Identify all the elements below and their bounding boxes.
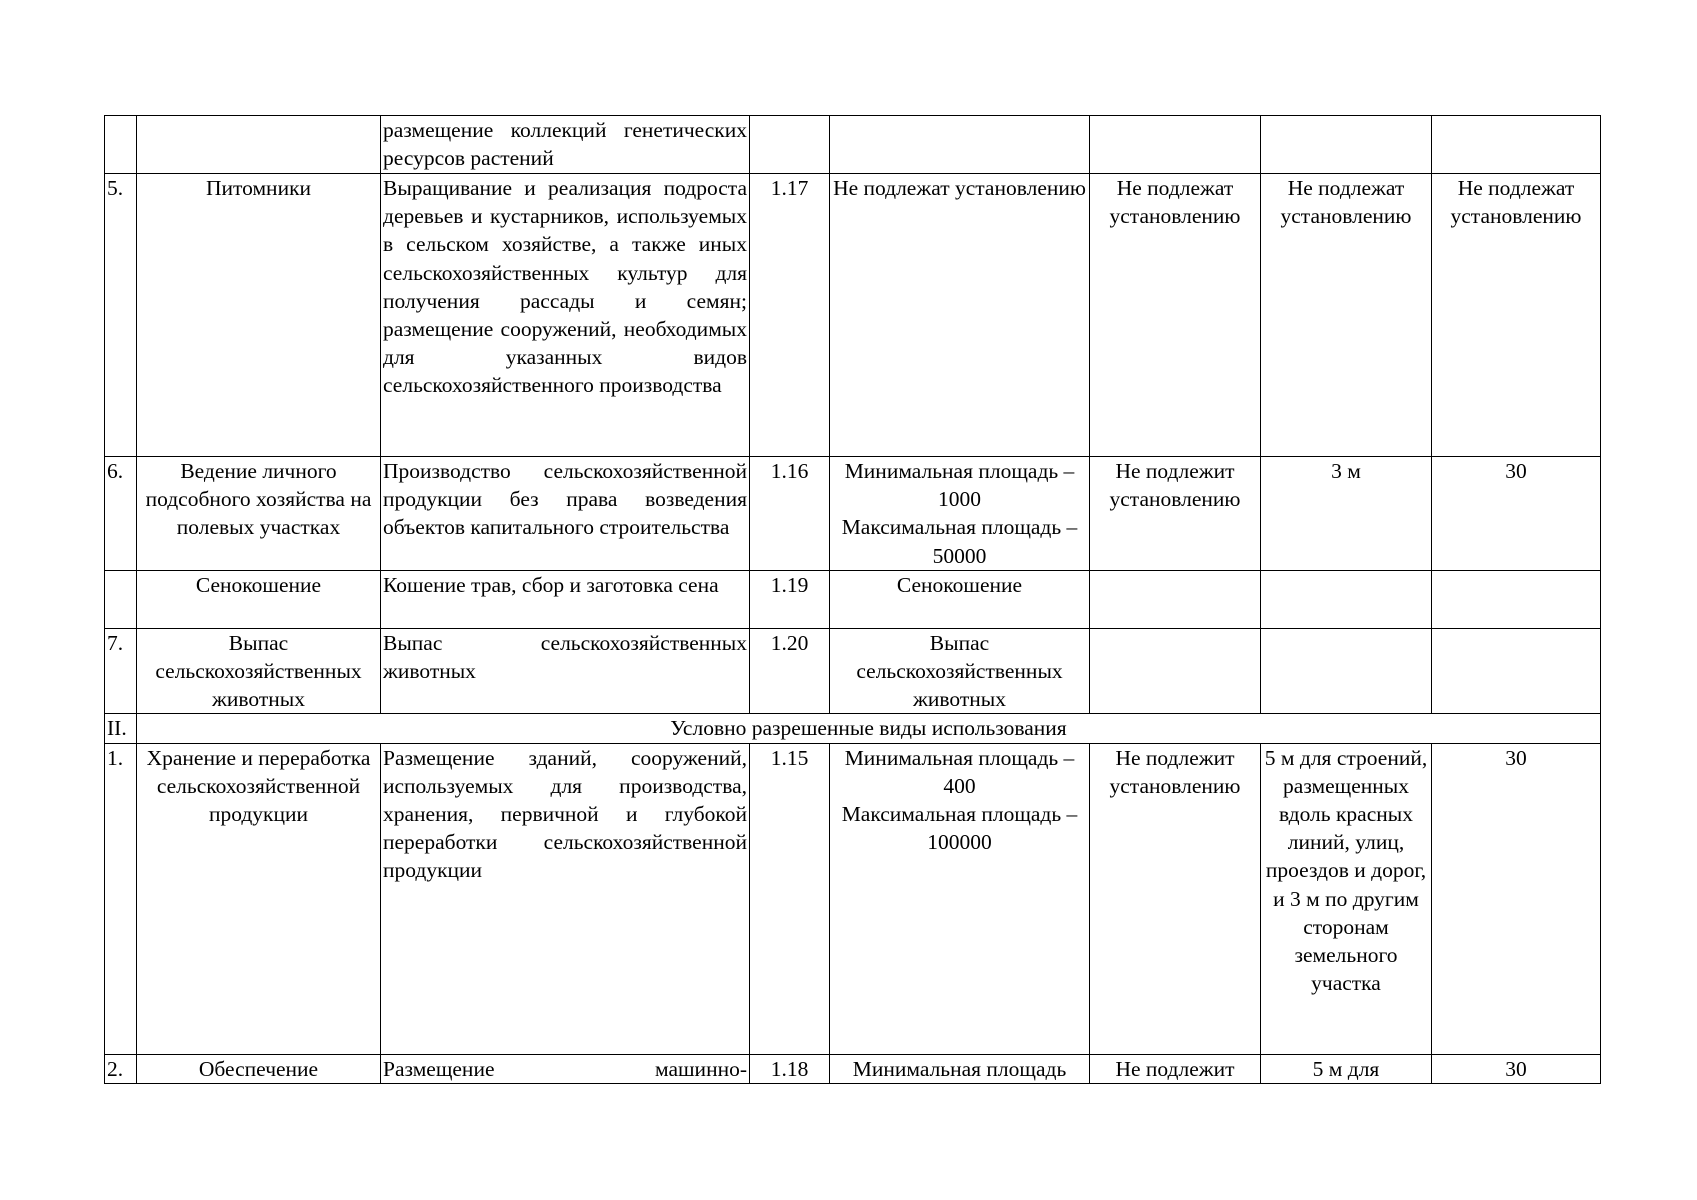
plot-area-limits: Выпас сельскохозяйственных животных <box>830 628 1090 714</box>
plot-area-limits <box>830 743 1090 1054</box>
classifier-code: 1.20 <box>750 628 830 714</box>
table-row <box>105 116 1601 174</box>
use-type-description: Размещение машинно- <box>381 1054 750 1083</box>
max-building-percent <box>1432 116 1601 174</box>
min-area-text: Минимальная площадь – 1000 <box>844 459 1075 512</box>
use-type-description: размещение коллекций генетических ресурсов растений <box>381 116 750 174</box>
classifier-code <box>750 116 830 174</box>
max-building-percent: 30 <box>1432 457 1601 571</box>
use-type-name: Питомники <box>137 174 381 457</box>
max-floors: Не подлежит <box>1090 1054 1261 1083</box>
section-number: II. <box>105 714 137 743</box>
use-type-name: Хранение и переработка сельскохозяйственной продукции <box>137 743 381 1054</box>
max-floors <box>1090 628 1261 714</box>
plot-area-limits <box>830 457 1090 571</box>
table-row <box>105 743 1601 1054</box>
max-floors <box>1090 570 1261 628</box>
section-row <box>105 714 1601 743</box>
use-type-name: Обеспечение <box>137 1054 381 1083</box>
max-building-percent: 30 <box>1432 1054 1601 1083</box>
land-use-regulations-table <box>104 115 1601 1084</box>
min-setback <box>1261 570 1432 628</box>
table-row <box>105 1054 1601 1083</box>
use-type-description: Размещение зданий, сооружений, используемых для производства, хранения, первичной и глубокой переработки сельскохозяйственной продукции <box>381 743 750 1054</box>
max-floors <box>1090 116 1261 174</box>
use-type-description: Выпас сельскохозяйственных животных <box>381 628 750 714</box>
row-number: 7. <box>105 628 137 714</box>
row-number: 6. <box>105 457 137 571</box>
min-setback: 3 м <box>1261 457 1432 571</box>
table-row <box>105 570 1601 628</box>
plot-area-limits <box>830 116 1090 174</box>
min-setback: 5 м для строений, размещенных вдоль красных линий, улиц, проездов и дорог, и 3 м по другим сторонам земельного участка <box>1261 743 1432 1054</box>
table-row <box>105 174 1601 457</box>
classifier-code: 1.18 <box>750 1054 830 1083</box>
use-type-description: Кошение трав, сбор и заготовка сена <box>381 570 750 628</box>
plot-area-limits: Минимальная площадь <box>830 1054 1090 1083</box>
classifier-code: 1.17 <box>750 174 830 457</box>
table-row <box>105 628 1601 714</box>
min-setback: Не подлежат установлению <box>1261 174 1432 457</box>
row-number <box>105 570 137 628</box>
use-type-description: Выращивание и реализация подроста деревьев и кустарников, используемых в сельском хозяйстве, а также иных сельскохозяйственных культур для получения рассады и семян; размещение сооружений, необходимых для указанных видов сельскохозяйственного производства <box>381 174 750 457</box>
min-setback: 5 м для <box>1261 1054 1432 1083</box>
use-type-name <box>137 116 381 174</box>
max-area-text: Максимальная площадь – 50000 <box>841 515 1078 568</box>
max-area-text: Максимальная площадь – 100000 <box>841 802 1078 855</box>
use-type-name: Сенокошение <box>137 570 381 628</box>
section-title: Условно разрешенные виды использования <box>137 714 1601 743</box>
use-type-description: Производство сельскохозяйственной продукции без права возведения объектов капитального строительства <box>381 457 750 571</box>
max-building-percent <box>1432 628 1601 714</box>
row-number: 2. <box>105 1054 137 1083</box>
row-number: 1. <box>105 743 137 1054</box>
max-building-percent: Не подлежат установлению <box>1432 174 1601 457</box>
use-type-name: Выпас сельскохозяйственных животных <box>137 628 381 714</box>
max-building-percent: 30 <box>1432 743 1601 1054</box>
row-number <box>105 116 137 174</box>
use-type-name: Ведение личного подсобного хозяйства на полевых участках <box>137 457 381 571</box>
classifier-code: 1.15 <box>750 743 830 1054</box>
max-floors: Не подлежат установлению <box>1090 174 1261 457</box>
max-floors: Не подлежит установлению <box>1090 457 1261 571</box>
min-area-text: Минимальная площадь – 400 <box>844 745 1075 798</box>
min-setback <box>1261 628 1432 714</box>
plot-area-limits: Не подлежат установлению <box>830 174 1090 457</box>
max-floors: Не подлежит установлению <box>1090 743 1261 1054</box>
classifier-code: 1.19 <box>750 570 830 628</box>
row-number: 5. <box>105 174 137 457</box>
min-setback <box>1261 116 1432 174</box>
max-building-percent <box>1432 570 1601 628</box>
classifier-code: 1.16 <box>750 457 830 571</box>
plot-area-limits: Сенокошение <box>830 570 1090 628</box>
table-row <box>105 457 1601 571</box>
